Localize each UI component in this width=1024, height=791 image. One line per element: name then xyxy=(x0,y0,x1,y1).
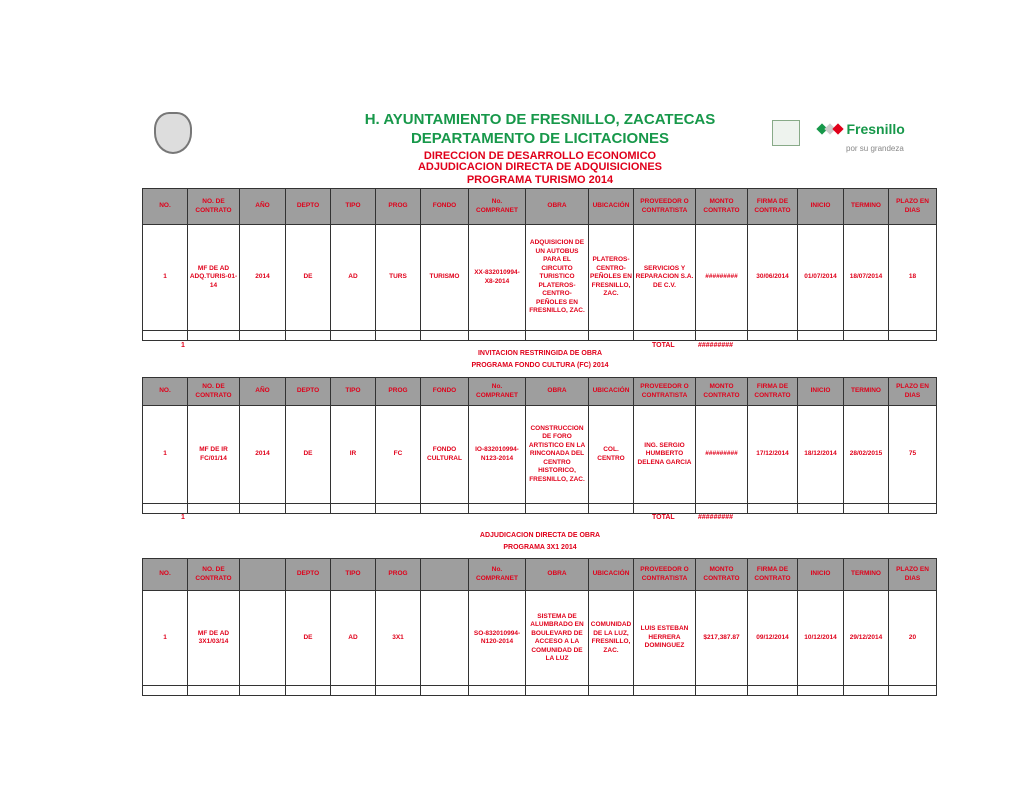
table-row-cell: 28/02/2015 xyxy=(844,406,889,504)
table-row-cell: COL. CENTRO xyxy=(589,406,634,504)
total-value: ######### xyxy=(698,514,734,521)
header-row-cell: TERMINO xyxy=(844,189,889,225)
header-row-cell: MONTO CONTRATO xyxy=(696,378,748,406)
header-row-cell: TIPO xyxy=(331,378,376,406)
logo-tagline: por su grandeza xyxy=(846,144,904,153)
table-row-cell: MF DE IR FC/01/14 xyxy=(188,406,240,504)
table-row-cell xyxy=(240,591,286,686)
table-row-cell: SERVICIOS Y REPARACION S.A. DE C.V. xyxy=(634,225,696,331)
header-row-cell: DEPTO xyxy=(286,378,331,406)
header-row-cell: PROG xyxy=(376,189,421,225)
table-row-cell: FC xyxy=(376,406,421,504)
table-row-cell: 75 xyxy=(889,406,937,504)
contracts-table xyxy=(142,377,937,514)
empty-row-cell xyxy=(469,331,526,341)
contracts-table xyxy=(142,188,937,341)
header-row-cell: OBRA xyxy=(526,189,589,225)
empty-row-cell xyxy=(696,331,748,341)
empty-row-cell xyxy=(526,686,589,696)
table-row-cell: IR xyxy=(331,406,376,504)
header-row-cell: PROG xyxy=(376,378,421,406)
section-title: INVITACION RESTRINGIDA DE OBRA xyxy=(477,350,603,357)
header-row-cell: NO. DE CONTRATO xyxy=(188,189,240,225)
empty-row-cell xyxy=(240,686,286,696)
header-row-cell: DEPTO xyxy=(286,189,331,225)
table-row-cell: XX-832010994-X8-2014 xyxy=(469,225,526,331)
empty-row-cell xyxy=(889,686,937,696)
table-row-cell: 20 xyxy=(889,591,937,686)
table-row-cell: 29/12/2014 xyxy=(844,591,889,686)
empty-row-cell xyxy=(634,331,696,341)
header-row-cell: OBRA xyxy=(526,559,589,591)
table-row-cell: IO-832010994-N123-2014 xyxy=(469,406,526,504)
empty-row-cell xyxy=(844,331,889,341)
table-row-cell: 30/06/2014 xyxy=(748,225,798,331)
section-title: ADJUDICACION DIRECTA DE ADQUISICIONES xyxy=(417,161,663,173)
empty-row-cell xyxy=(748,331,798,341)
table-row-cell: TURS xyxy=(376,225,421,331)
logo-text: Fresnillo xyxy=(846,120,905,137)
table-row xyxy=(143,406,937,504)
header-row-cell: No. COMPRANET xyxy=(469,378,526,406)
table-row-cell: MF DE AD ADQ.TURIS-01-14 xyxy=(188,225,240,331)
section-subtitle: PROGRAMA FONDO CULTURA (FC) 2014 xyxy=(471,362,609,369)
empty-row xyxy=(143,331,937,341)
row-count: 1 xyxy=(181,342,185,349)
table-row-cell: CONSTRUCCION DE FORO ARTISTICO EN LA RINCONADA DEL CENTRO HISTORICO, FRESNILLO, ZAC. xyxy=(526,406,589,504)
table-row-cell: 18 xyxy=(889,225,937,331)
header-row-cell: MONTO CONTRATO xyxy=(696,559,748,591)
table-row-cell: ADQUISICION DE UN AUTOBUS PARA EL CIRCUITO TURISTICO PLATEROS-CENTRO-PEÑOLES EN FRESNILLO, ZAC. xyxy=(526,225,589,331)
header-row-cell: FIRMA DE CONTRATO xyxy=(748,189,798,225)
empty-row-cell xyxy=(240,331,286,341)
table-row-cell: DE xyxy=(286,591,331,686)
table-row-cell: 2014 xyxy=(240,406,286,504)
header-row-cell: NO. xyxy=(143,378,188,406)
empty-row-cell xyxy=(469,504,526,514)
total-label: TOTAL xyxy=(652,514,675,521)
table-row-cell: SO-832010994-N120-2014 xyxy=(469,591,526,686)
empty-row-cell xyxy=(331,504,376,514)
empty-row-cell xyxy=(188,504,240,514)
header-row-cell: MONTO CONTRATO xyxy=(696,189,748,225)
table-row-cell: COMUNIDAD DE LA LUZ, FRESNILLO, ZAC. xyxy=(589,591,634,686)
total-label: TOTAL xyxy=(652,342,675,349)
header-row-cell xyxy=(240,559,286,591)
header-row-cell: TIPO xyxy=(331,189,376,225)
empty-row-cell xyxy=(143,504,188,514)
table-row-cell xyxy=(421,591,469,686)
table-row-cell: 17/12/2014 xyxy=(748,406,798,504)
empty-row xyxy=(143,686,937,696)
table-row-cell: SISTEMA DE ALUMBRADO EN BOULEVARD DE ACCESO A LA COMUNIDAD DE LA LUZ xyxy=(526,591,589,686)
department-title: DEPARTAMENTO DE LICITACIONES xyxy=(410,130,670,147)
empty-row-cell xyxy=(240,504,286,514)
header-row-cell: INICIO xyxy=(798,559,844,591)
empty-row-cell xyxy=(844,504,889,514)
header-row-cell: PLAZO EN DIAS xyxy=(889,378,937,406)
page-title: H. AYUNTAMIENTO DE FRESNILLO, ZACATECAS xyxy=(364,111,716,128)
table-row-cell: 2014 xyxy=(240,225,286,331)
header-row-cell: INICIO xyxy=(798,189,844,225)
empty-row xyxy=(143,504,937,514)
empty-row-cell xyxy=(421,331,469,341)
empty-row-cell xyxy=(798,504,844,514)
empty-row-cell xyxy=(376,504,421,514)
header-row-cell: AÑO xyxy=(240,378,286,406)
table-row-cell: ######### xyxy=(696,406,748,504)
empty-row-cell xyxy=(748,686,798,696)
empty-row-cell xyxy=(696,686,748,696)
empty-row-cell xyxy=(589,331,634,341)
header-row-cell: FIRMA DE CONTRATO xyxy=(748,559,798,591)
empty-row-cell xyxy=(634,686,696,696)
header-row-cell: DEPTO xyxy=(286,559,331,591)
table-row-cell: 10/12/2014 xyxy=(798,591,844,686)
empty-row-cell xyxy=(696,504,748,514)
header-row-cell: PLAZO EN DIAS xyxy=(889,559,937,591)
header-row-cell: NO. DE CONTRATO xyxy=(188,559,240,591)
empty-row-cell xyxy=(589,686,634,696)
empty-row-cell xyxy=(376,686,421,696)
empty-row-cell xyxy=(331,331,376,341)
header-row xyxy=(143,378,937,406)
header-row-cell: UBICACIÓN xyxy=(589,378,634,406)
empty-row-cell xyxy=(469,686,526,696)
header-row-cell: No. COMPRANET xyxy=(469,559,526,591)
header-row-cell: UBICACIÓN xyxy=(589,559,634,591)
empty-row-cell xyxy=(526,504,589,514)
table-row-cell: DE xyxy=(286,225,331,331)
table-row-cell: 18/07/2014 xyxy=(844,225,889,331)
empty-row-cell xyxy=(798,686,844,696)
header-row-cell: INICIO xyxy=(798,378,844,406)
empty-row-cell xyxy=(634,504,696,514)
header-row-cell: PROG xyxy=(376,559,421,591)
header-row xyxy=(143,189,937,225)
section-title: ADJUDICACION DIRECTA DE OBRA xyxy=(479,532,601,539)
empty-row-cell xyxy=(889,331,937,341)
table-row-cell: 01/07/2014 xyxy=(798,225,844,331)
header-row-cell: NO. xyxy=(143,189,188,225)
contracts-table xyxy=(142,558,937,696)
empty-row-cell xyxy=(286,686,331,696)
table-row-cell: 09/12/2014 xyxy=(748,591,798,686)
header-row-cell: FONDO xyxy=(421,378,469,406)
empty-row-cell xyxy=(143,686,188,696)
header-row-cell: FIRMA DE CONTRATO xyxy=(748,378,798,406)
empty-row-cell xyxy=(526,331,589,341)
table-row-cell: 1 xyxy=(143,406,188,504)
header-row-cell: No. COMPRANET xyxy=(469,189,526,225)
table-row-cell: MF DE AD 3X1/03/14 xyxy=(188,591,240,686)
empty-row-cell xyxy=(421,504,469,514)
table-row-cell: FONDO CULTURAL xyxy=(421,406,469,504)
table-row-cell: AD xyxy=(331,591,376,686)
header-row xyxy=(143,559,937,591)
direccion-title: DIRECCION DE DESARROLLO ECONOMICO xyxy=(423,150,657,162)
empty-row-cell xyxy=(798,331,844,341)
header-row-cell: TIPO xyxy=(331,559,376,591)
empty-row-cell xyxy=(889,504,937,514)
empty-row-cell xyxy=(589,504,634,514)
section-subtitle: PROGRAMA 3X1 2014 xyxy=(503,544,577,551)
table-row-cell: ING. SERGIO HUMBERTO DELENA GARCIA xyxy=(634,406,696,504)
empty-row-cell xyxy=(844,686,889,696)
header-row-cell: PROVEEDOR O CONTRATISTA xyxy=(634,189,696,225)
empty-row-cell xyxy=(143,331,188,341)
table-row-cell: LUIS ESTEBAN HERRERA DOMINGUEZ xyxy=(634,591,696,686)
table-row-cell: $217,387.87 xyxy=(696,591,748,686)
table-row-cell: ######### xyxy=(696,225,748,331)
header-row-cell: PROVEEDOR O CONTRATISTA xyxy=(634,559,696,591)
section-subtitle: PROGRAMA TURISMO 2014 xyxy=(466,174,614,186)
table-row-cell: 1 xyxy=(143,591,188,686)
table-row-cell: DE xyxy=(286,406,331,504)
table-row-cell: TURISMO xyxy=(421,225,469,331)
empty-row-cell xyxy=(376,331,421,341)
empty-row-cell xyxy=(421,686,469,696)
header-row-cell: OBRA xyxy=(526,378,589,406)
row-count: 1 xyxy=(181,514,185,521)
total-value: ######### xyxy=(698,342,734,349)
table-row-cell: 18/12/2014 xyxy=(798,406,844,504)
header-row-cell: FONDO xyxy=(421,189,469,225)
header-row-cell: TERMINO xyxy=(844,559,889,591)
empty-row-cell xyxy=(748,504,798,514)
header-row-cell xyxy=(421,559,469,591)
table-row-cell: AD xyxy=(331,225,376,331)
table-row-cell: PLATEROS-CENTRO-PEÑOLES EN FRESNILLO, ZAC. xyxy=(589,225,634,331)
empty-row-cell xyxy=(331,686,376,696)
header-row-cell: PLAZO EN DIAS xyxy=(889,189,937,225)
empty-row-cell xyxy=(286,504,331,514)
table-row-cell: 1 xyxy=(143,225,188,331)
empty-row-cell xyxy=(286,331,331,341)
table-row-cell: 3X1 xyxy=(376,591,421,686)
empty-row-cell xyxy=(188,331,240,341)
empty-row-cell xyxy=(188,686,240,696)
header-row-cell: NO. DE CONTRATO xyxy=(188,378,240,406)
header-row-cell: TERMINO xyxy=(844,378,889,406)
header-row-cell: UBICACIÓN xyxy=(589,189,634,225)
table-row xyxy=(143,225,937,331)
table-row xyxy=(143,591,937,686)
header-row-cell: NO. xyxy=(143,559,188,591)
header-row-cell: AÑO xyxy=(240,189,286,225)
header-row-cell: PROVEEDOR O CONTRATISTA xyxy=(634,378,696,406)
